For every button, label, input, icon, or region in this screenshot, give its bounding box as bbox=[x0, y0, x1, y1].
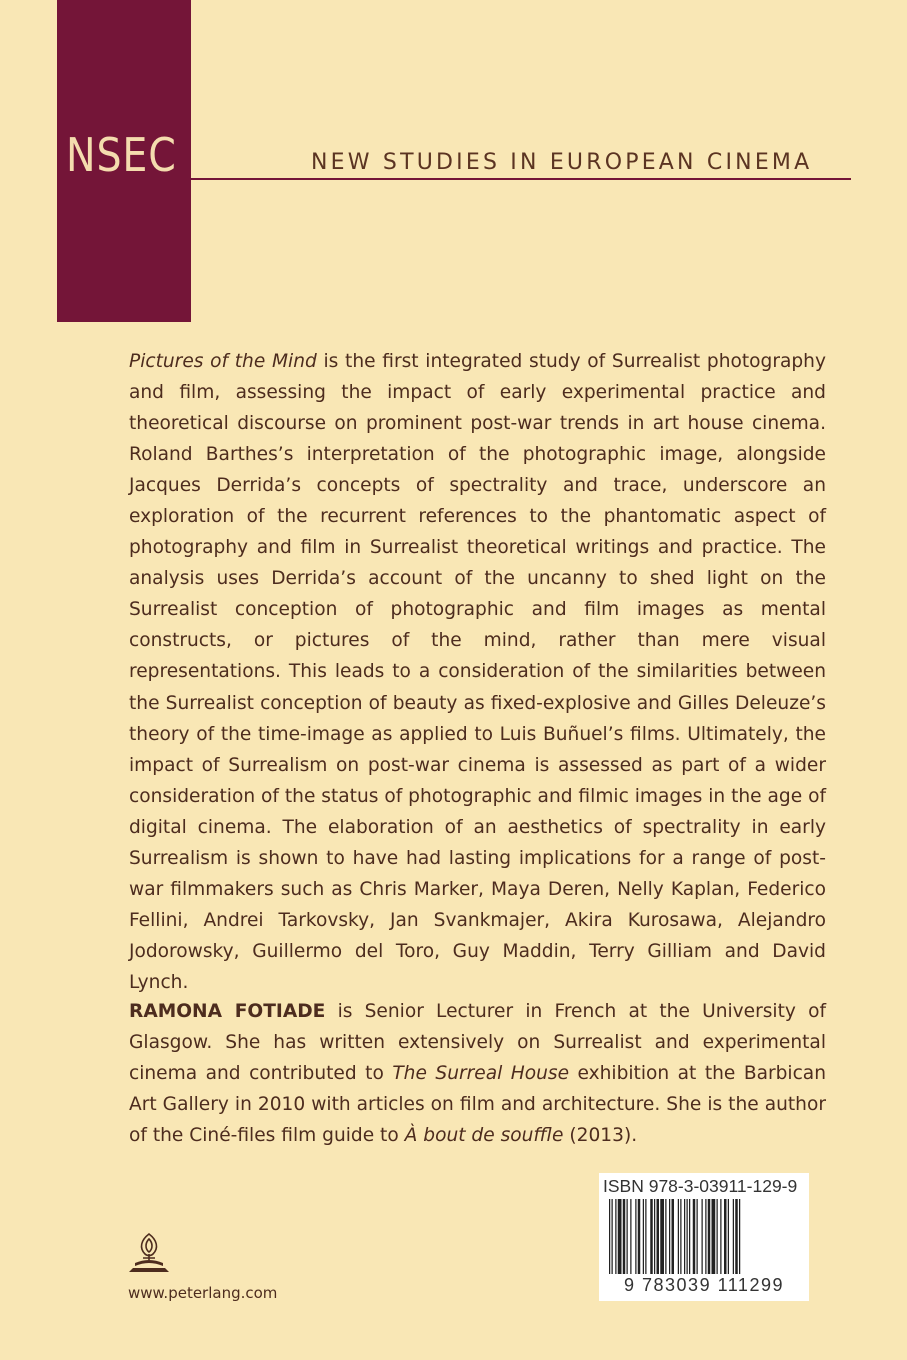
bio-paragraph bbox=[129, 996, 826, 1151]
bio-text-2: exhibition at the Barbican Art Gallery in 2010 with articles on film and architecture. She is the author of the Ciné-files film guide to bbox=[129, 1063, 826, 1147]
author-name: RAMONA FOTIADE bbox=[129, 1001, 326, 1022]
series-name: NEW STUDIES IN EUROPEAN CINEMA bbox=[311, 150, 813, 175]
film-title: À bout de souffle bbox=[404, 1125, 564, 1147]
isbn-barcode bbox=[599, 1173, 809, 1301]
publisher-url: www.peterlang.com bbox=[128, 1284, 278, 1302]
series-abbreviation: NSEC bbox=[66, 128, 177, 182]
barcode-digits: 9 783039 111299 bbox=[624, 1275, 784, 1295]
blurb-text: is the first integrated study of Surrealist photography and film, assessing the impact of early experimental practice and theoretical discourse on prominent post-war trends in art house cinema. Roland Barthes’s interpretation of the photographic image, alongside Jacques Derrida’s concepts of spectrality and trace, underscore an exploration of the recurrent references to the phantomatic aspect of photography and film in Surrealist theoretical writings and practice. The analysis uses Derrida’s account of the uncanny to shed light on the Surrealist conception of photographic and film images as mental constructs, or pictures of the mind, rather than mere visual representations. This leads to a consideration of the similarities between the Surrealist conception of beauty as fixed-explosive and Gilles Deleuze’s theory of the time-image as applied to Luis Buñuel’s films. Ultimately, the impact of Surrealism on post-war cinema is assessed as part of a wider consideration of the status of photographic and filmic images in the age of digital cinema. The elaboration of an aesthetics of spectrality in early Surrealism is shown to have had lasting implications for a range of post-war filmmakers such as Chris Marker, Maya Deren, Nelly Kaplan, Federico Fellini, Andrei Tarkovsky, Jan Svankmajer, Akira Kurosawa, Alejandro Jodorowsky, Guillermo del Toro, Guy Maddin, Terry Gilliam and David Lynch. bbox=[129, 351, 826, 993]
book-title: Pictures of the Mind bbox=[129, 351, 317, 372]
exhibition-title: The Surreal House bbox=[392, 1063, 570, 1085]
bio-text-1: is Senior Lecturer in French at the University of Glasgow. She has written extensively on Surrealist and experimental cinema and contributed to bbox=[129, 1001, 827, 1085]
author-bio bbox=[129, 996, 826, 1151]
book-blurb bbox=[129, 346, 826, 998]
blurb-paragraph bbox=[129, 346, 826, 998]
isbn-label: ISBN 978-3-03911-129-9 bbox=[603, 1176, 798, 1196]
series-rule bbox=[191, 178, 851, 180]
barcode-bars bbox=[609, 1199, 799, 1274]
peter-lang-tree-logo-icon bbox=[125, 1230, 173, 1278]
bio-text-3: (2013). bbox=[563, 1125, 638, 1147]
